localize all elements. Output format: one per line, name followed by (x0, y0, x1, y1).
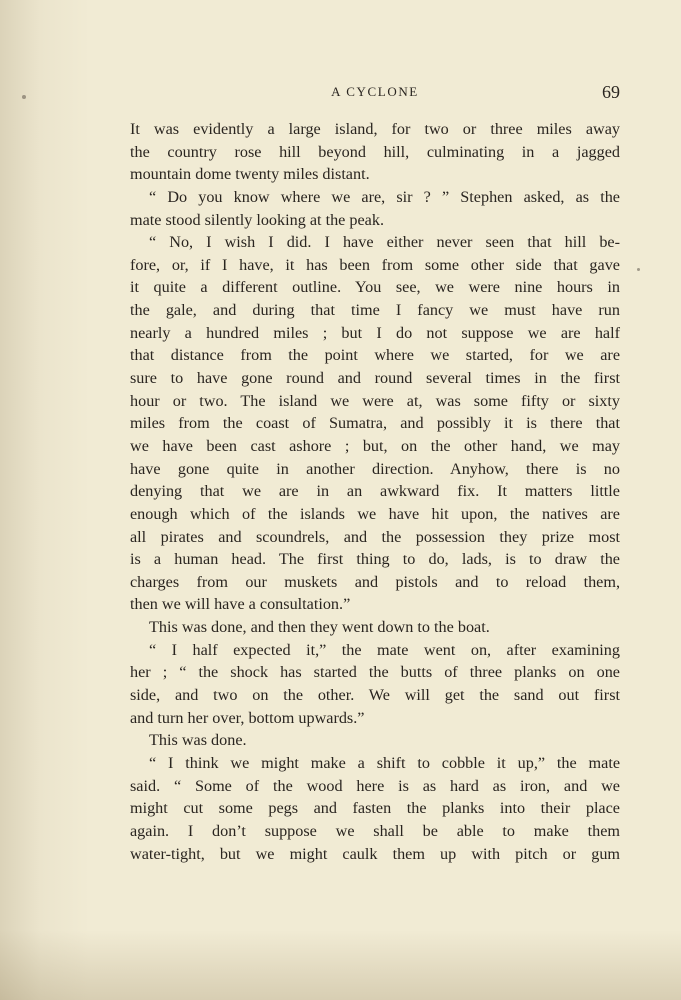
text-line: and turn her over, bottom upwards.” (130, 708, 365, 727)
text-line: all pirates and scoundrels, and the possession they prize most (130, 527, 620, 546)
text-line: have gone quite in another direction. Anyhow, there is no (130, 459, 620, 478)
text-line: might cut some pegs and fasten the planks into their place (130, 799, 620, 818)
text-line: miles from the coast of Sumatra, and possibly it is there that (130, 414, 620, 433)
text-line: is a human head. The first thing to do, lads, is to draw the (130, 550, 620, 569)
running-title: A CYCLONE (331, 84, 419, 99)
text-line: nearly a hundred miles ; but I do not suppose we are half (130, 323, 620, 342)
running-head (130, 84, 620, 104)
text-line: “ I half expected it,” the mate went on, after examining (149, 640, 620, 659)
margin-speck (22, 95, 26, 99)
text-line: denying that we are in an awkward fix. It matters little (130, 482, 620, 501)
text-line: it quite a different outline. You see, we were nine hours in (130, 278, 620, 297)
text-line: This was done, and then they went down to the boat. (149, 618, 490, 637)
text-line: It was evidently a large island, for two or three miles away (130, 120, 620, 138)
text-line: mate stood silently looking at the peak. (130, 210, 385, 229)
page-number: 69 (602, 82, 620, 102)
text-line: fore, or, if I have, it has been from some other side that gave (130, 255, 620, 274)
text-line: “ No, I wish I did. I have either never seen that hill be- (149, 233, 620, 252)
text-line: we have been cast ashore ; but, on the other hand, we may (130, 436, 620, 455)
body-text (130, 118, 620, 865)
text-line: the country rose hill beyond hill, culminating in a jagged (130, 142, 620, 161)
text-line: again. I don’t suppose we shall be able to make them (130, 821, 620, 840)
text-line: sure to have gone round and round several times in the first (130, 369, 620, 388)
text-line: the gale, and during that time I fancy we must have run (130, 301, 620, 320)
text-line: enough which of the islands we have hit upon, the natives are (130, 504, 620, 523)
text-line: mountain dome twenty miles distant. (130, 165, 370, 184)
text-line: water-tight, but we might caulk them up with pitch or gum (130, 844, 620, 863)
text-line: that distance from the point where we started, for we are (130, 346, 620, 365)
margin-speck (637, 268, 640, 271)
text-line: “ Do you know where we are, sir ? ” Stephen asked, as the (149, 187, 620, 206)
text-line: “ I think we might make a shift to cobble it up,” the mate (149, 753, 620, 772)
text-line: her ; “ the shock has started the butts of three planks on one (130, 663, 620, 682)
text-line: side, and two on the other. We will get the sand out first (130, 686, 620, 705)
text-line: said. “ Some of the wood here is as hard as iron, and we (130, 776, 620, 795)
text-line: then we will have a consultation.” (130, 595, 351, 614)
text-line: hour or two. The island we were at, was some fifty or sixty (130, 391, 620, 410)
text-line: charges from our muskets and pistols and to reload them, (130, 572, 620, 591)
text-line: This was done. (149, 731, 247, 750)
